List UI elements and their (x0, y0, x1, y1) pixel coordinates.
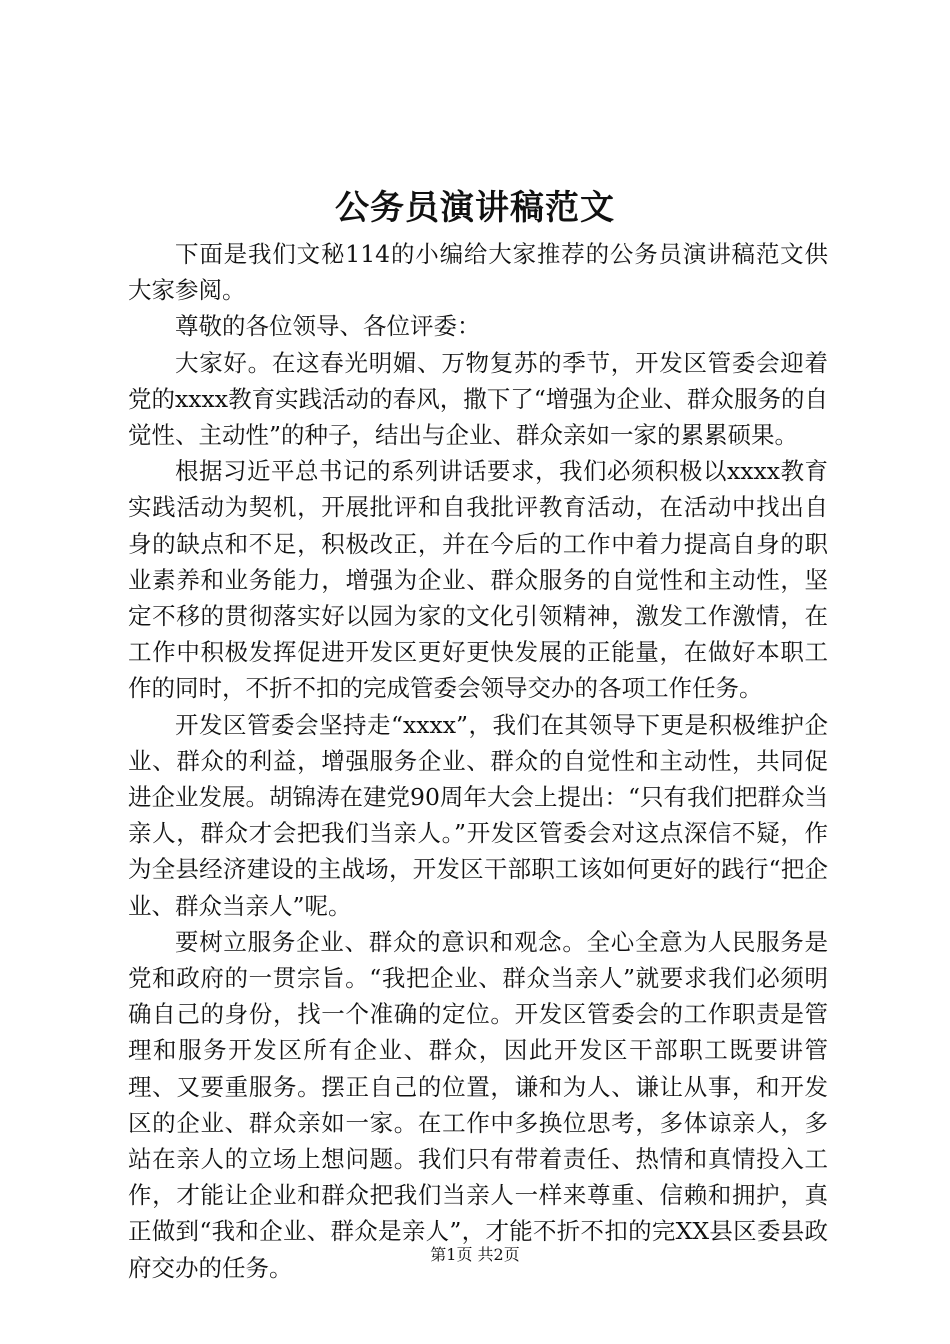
intro-paragraph: 下面是我们文秘114的小编给大家推荐的公务员演讲稿范文供大家参阅。 (128, 240, 828, 305)
salutation-paragraph: 尊敬的各位领导、各位评委： (175, 312, 481, 341)
body-paragraph: 根据习近平总书记的系列讲话要求，我们必须积极以xxxx教育实践活动为契机，开展批评和自我批评教育活动，在活动中找出自身的缺点和不足，积极改正，并在今后的工作中着力提高自身的职业素养和业务能力，增强为企业、群众服务的自觉性和主动性，坚定不移的贯彻落实好以园为家的文化引领精神，激发工作激情，在工作中积极发挥促进开发区更好更快发展的正能量，在做好本职工作的同时，不折不扣的完成管委会领导交办的各项工作任务。 (128, 457, 828, 703)
page-number-footer: 第1页 共2页 (430, 1245, 520, 1264)
document-body (128, 236, 828, 1286)
body-paragraph: 要树立服务企业、群众的意识和观念。全心全意为人民服务是党和政府的一贯宗旨。“我把企业、群众当亲人”就要求我们必须明确自己的身份，找一个准确的定位。开发区管委会的工作职责是管理和服务开发区所有企业、群众，因此开发区干部职工既要讲管理、又要重服务。摆正自己的位置，谦和为人、谦让从事，和开发区的企业、群众亲如一家。在工作中多换位思考，多体谅亲人，多站在亲人的立场上想问题。我们只有带着责任、热情和真情投入工作，才能让企业和群众把我们当亲人一样来尊重、信赖和拥护，真正做到“我和企业、群众是亲人”，才能不折不扣的完XX县区委县政府交办的任务。 (128, 927, 828, 1282)
greeting-paragraph: 大家好。在这春光明媚、万物复苏的季节，开发区管委会迎着党的xxxx教育实践活动的春风，撒下了“增强为企业、群众服务的自觉性、主动性”的种子，结出与企业、群众亲如一家的累累硕果。 (128, 348, 828, 450)
body-paragraph: 开发区管委会坚持走“xxxx”，我们在其领导下更是积极维护企业、群众的利益，增强服务企业、群众的自觉性和主动性，共同促进企业发展。胡锦涛在建党90周年大会上提出：“只有我们把群众当亲人，群众才会把我们当亲人。”开发区管委会对这点深信不疑，作为全县经济建设的主战场，开发区干部职工该如何更好的践行“把企业、群众当亲人”呢。 (128, 710, 828, 920)
document-title: 公务员演讲稿范文 (335, 188, 615, 228)
